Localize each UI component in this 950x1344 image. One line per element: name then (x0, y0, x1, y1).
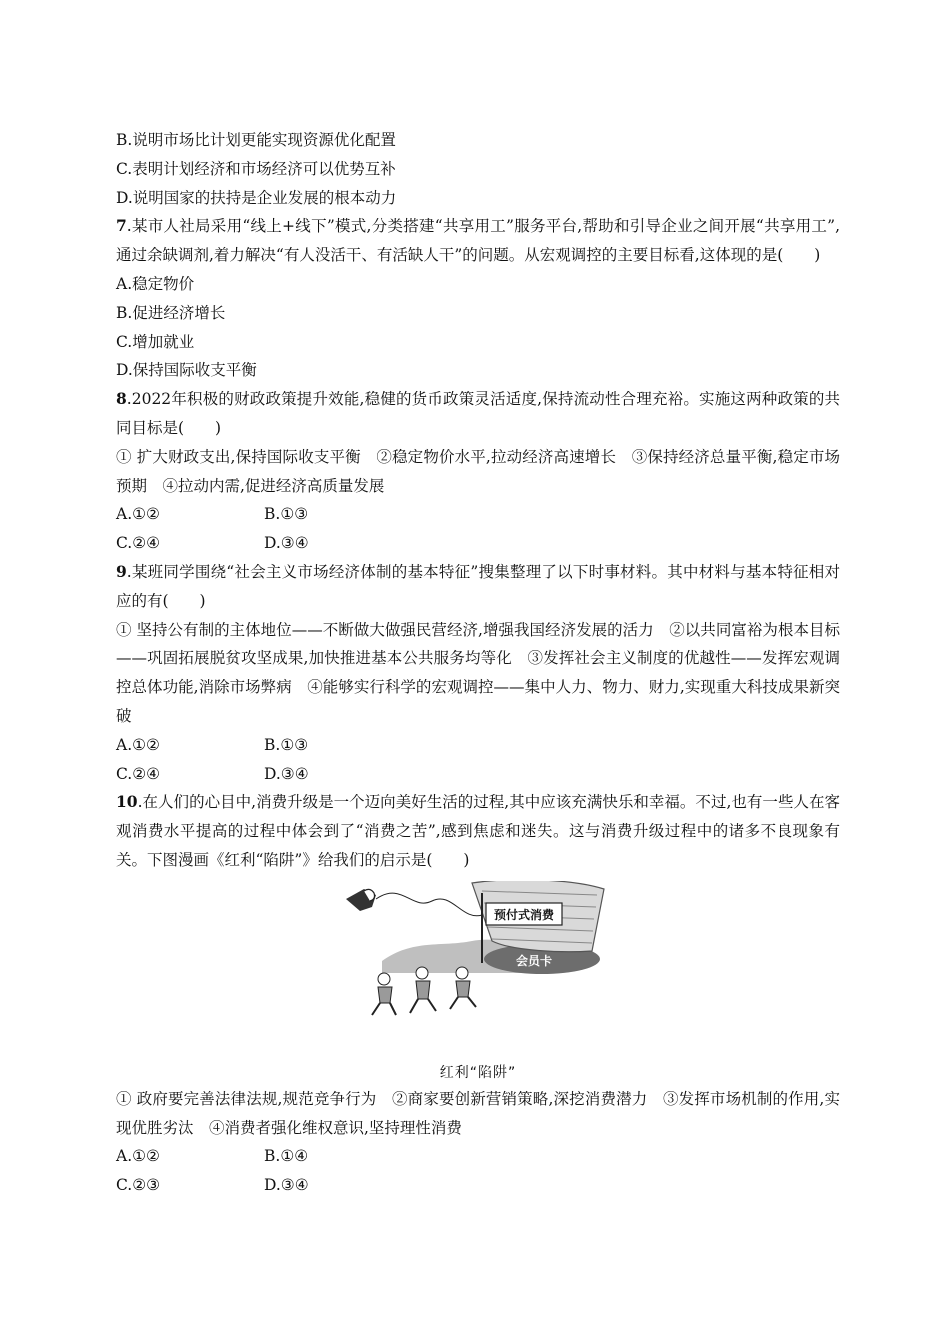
q9-option-d: D.③④ (264, 764, 309, 783)
q8-option-c: C.②④ (116, 534, 161, 553)
q8-option-b: B.①③ (264, 505, 309, 524)
q9-option-a: A.①② (116, 735, 160, 754)
q9-options-row-1 (116, 731, 840, 760)
q6-option-b: B.说明市场比计划更能实现资源优化配置 (116, 131, 396, 149)
q7-stem (116, 212, 840, 270)
sign-text: 预付式消费 (493, 907, 555, 922)
q9-stem-text: .某班同学围绕“社会主义市场经济体制的基本特征”搜集整理了以下时事材料。其中材料与基本特征相对应的有( ) (116, 562, 840, 610)
q10-stem-text: .在人们的心目中,消费升级是一个迈向美好生活的过程,其中应该充满快乐和幸福。不过,也有一些人在客观消费水平提高的过程中体会到了“消费之苦”,感到焦虑和迷失。这与消费升级过程中的诸多不良现象有关。下图漫画《红利“陷阱”》给我们的启示是( ) (116, 793, 840, 869)
q10-option-b: B.①④ (264, 1147, 309, 1166)
q9-option-b: B.①③ (264, 735, 309, 754)
q10-option-d: D.③④ (264, 1176, 309, 1195)
q9-options-row-2 (116, 760, 840, 789)
q7-stem-text: .某市人社局采用“线上+线下”模式,分类搭建“共享用工”服务平台,帮助和引导企业之间开展“共享用工”,通过余缺调剂,着力解决“有人没活干、有活缺人干”的问题。从宏观调控的主要目标看,这体现的是( ) (116, 217, 840, 265)
q10-stem (116, 788, 840, 874)
q7-option-b: B.促进经济增长 (116, 303, 226, 322)
q8-items: ① 扩大财政支出,保持国际收支平衡 ②稳定物价水平,拉动经济高速增长 ③保持经济总量平衡,稳定市场预期 ④拉动内需,促进经济高质量发展 (116, 447, 840, 495)
q8-options-row-1 (116, 500, 840, 529)
q9-stem (116, 558, 840, 616)
q9-number: 9 (116, 561, 127, 581)
q8-stem (116, 385, 840, 443)
cartoon-caption: 红利“陷阱” (439, 1064, 517, 1081)
q7-number: 7 (116, 216, 127, 236)
runner-1 (372, 973, 396, 1015)
q10-items: ① 政府要完善法律法规,规范竞争行为 ②商家要创新营销策略,深挖消费潜力 ③发挥市场机制的作用,实现优胜劣汰 ④消费者强化维权意识,坚持理性消费 (116, 1089, 840, 1137)
q10-options-row-1 (116, 1142, 840, 1171)
q10-number: 10 (116, 792, 138, 812)
q8-number: 8 (116, 389, 127, 409)
q7-option-a: A.稳定物价 (116, 274, 195, 293)
q9-option-c: C.②④ (116, 764, 161, 783)
string-line (376, 893, 482, 916)
q8-option-d: D.③④ (264, 534, 309, 553)
q10-option-c: C.②③ (116, 1176, 161, 1195)
cartoon-illustration (342, 881, 612, 1021)
runner-2 (410, 967, 436, 1013)
q8-stem-text: .2022年积极的财政政策提升效能,稳健的货币政策灵活适度,保持流动性合理充裕。实施这两种政策的共同目标是( ) (116, 390, 840, 437)
q8-option-a: A.①② (116, 505, 160, 524)
q6-option-c: C.表明计划经济和市场经济可以优势互补 (116, 159, 396, 178)
q8-options-row-2 (116, 529, 840, 558)
q9-items: ① 坚持公有制的主体地位——不断做大做强民营经济,增强我国经济发展的活力 ②以共同富裕为根本目标——巩固拓展脱贫攻坚成果,加快推进基本公共服务均等化 ③发挥社会主义制度的优越性——发挥宏观调控总体功能,消除市场弊病 ④能够实行科学的宏观调控——集中人力、物力、财力,实现重大科技成果新突破 (116, 620, 840, 725)
runner-3 (450, 967, 476, 1009)
cartoon-figure (116, 875, 840, 1065)
q10-option-a: A.①② (116, 1147, 160, 1166)
q6-option-d: D.说明国家的扶持是企业发展的根本动力 (116, 188, 397, 207)
q7-option-c: C.增加就业 (116, 332, 195, 351)
exam-page (116, 126, 840, 1200)
card-text: 会员卡 (515, 953, 553, 968)
q7-option-d: D.保持国际收支平衡 (116, 361, 257, 380)
q10-options-row-2 (116, 1171, 840, 1200)
